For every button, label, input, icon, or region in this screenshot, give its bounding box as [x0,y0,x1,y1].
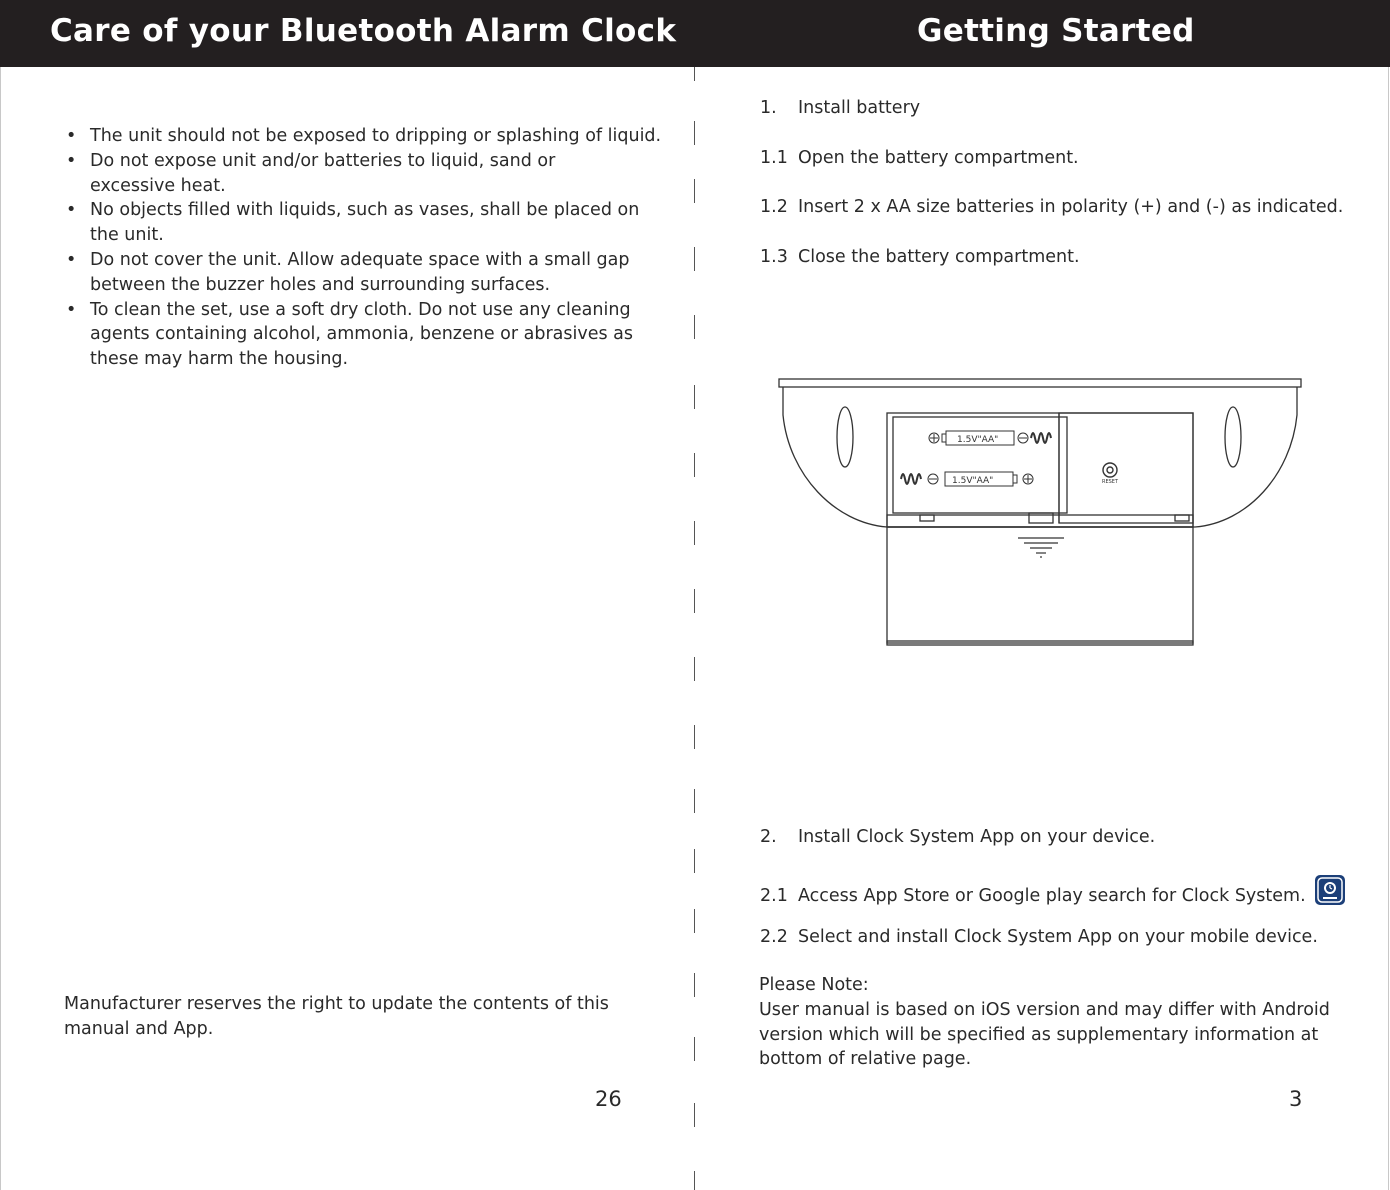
page-border-right [1388,67,1389,1190]
step-text: Open the battery compartment. [798,148,1079,168]
care-instructions-list [66,124,676,372]
list-item: • No objects filled with liquids, such as vases, shall be placed on the unit. [66,198,650,248]
cover-arrow [1018,538,1064,557]
step-number: 1.3 [760,247,788,267]
list-item: • Do not expose unit and/or batteries to liquid, sand or excessive heat. [66,149,560,199]
step-number: 1.2 [760,197,788,217]
step-1 [760,96,920,120]
list-item: • To clean the set, use a soft dry cloth. Do not use any cleaning agents containing alcohol, ammonia, benzene or abrasives as these may harm the housing. [66,298,650,372]
reset-bay [1059,413,1193,523]
step-1-1 [760,146,1079,170]
compartment-frame [887,413,1193,527]
note-heading: Please Note: [759,975,869,995]
side-vent-right [1225,407,1241,467]
step-1-2 [760,195,1343,219]
battery-cover [887,527,1193,643]
clock-body-outline [783,387,1297,527]
battery-label-bottom: 1.5V"AA" [952,476,994,486]
step-2-2 [760,925,1318,949]
step-1-3 [760,245,1080,269]
right-page-title: Getting Started [917,13,1195,49]
page-fold-line [694,67,696,1190]
reset-button [1103,463,1117,477]
battery-compartment-diagram [775,375,1307,650]
step-text: Install battery [798,98,921,118]
header-bar [0,0,1390,67]
page-number-left: 26 [595,1087,622,1111]
list-item: • The unit should not be exposed to dripping or splashing of liquid. [66,124,676,149]
step-text: Insert 2 x AA size batteries in polarity (+) and (-) as indicated. [798,197,1344,217]
list-item: • Do not cover the unit. Allow adequate space with a small gap between the buzzer holes and surrounding surfaces. [66,248,630,298]
page-number-right: 3 [1289,1087,1303,1111]
step-text: Close the battery compartment. [798,247,1080,267]
step-text: Select and install Clock System App on your mobile device. [798,927,1318,947]
step-text: Install Clock System App on your device. [798,827,1156,847]
step-2-1 [760,875,1345,908]
manufacturer-note: Manufacturer reserves the right to update the contents of this manual and App. [64,994,609,1039]
reset-label: RESET [1101,479,1119,485]
step-number: 2. [760,827,777,847]
clock-top-rail [779,379,1301,387]
step-number: 2.1 [760,886,788,906]
left-page-title: Care of your Bluetooth Alarm Clock [50,13,677,49]
battery-label-top: 1.5V"AA" [957,435,999,445]
step-2 [760,825,1155,849]
side-vent-left [837,407,853,467]
note-body: User manual is based on iOS version and may differ with Android version which will be specified as supplementary information at bottom of relative page. [759,999,1330,1070]
step-text: Access App Store or Google play search for Clock System. [798,886,1306,906]
page-border-left [0,67,1,1190]
step-number: 1. [760,98,777,118]
step-number: 1.1 [760,148,788,168]
clock-system-app-icon [1315,875,1345,905]
please-note [759,973,1349,1072]
step-number: 2.2 [760,927,788,947]
